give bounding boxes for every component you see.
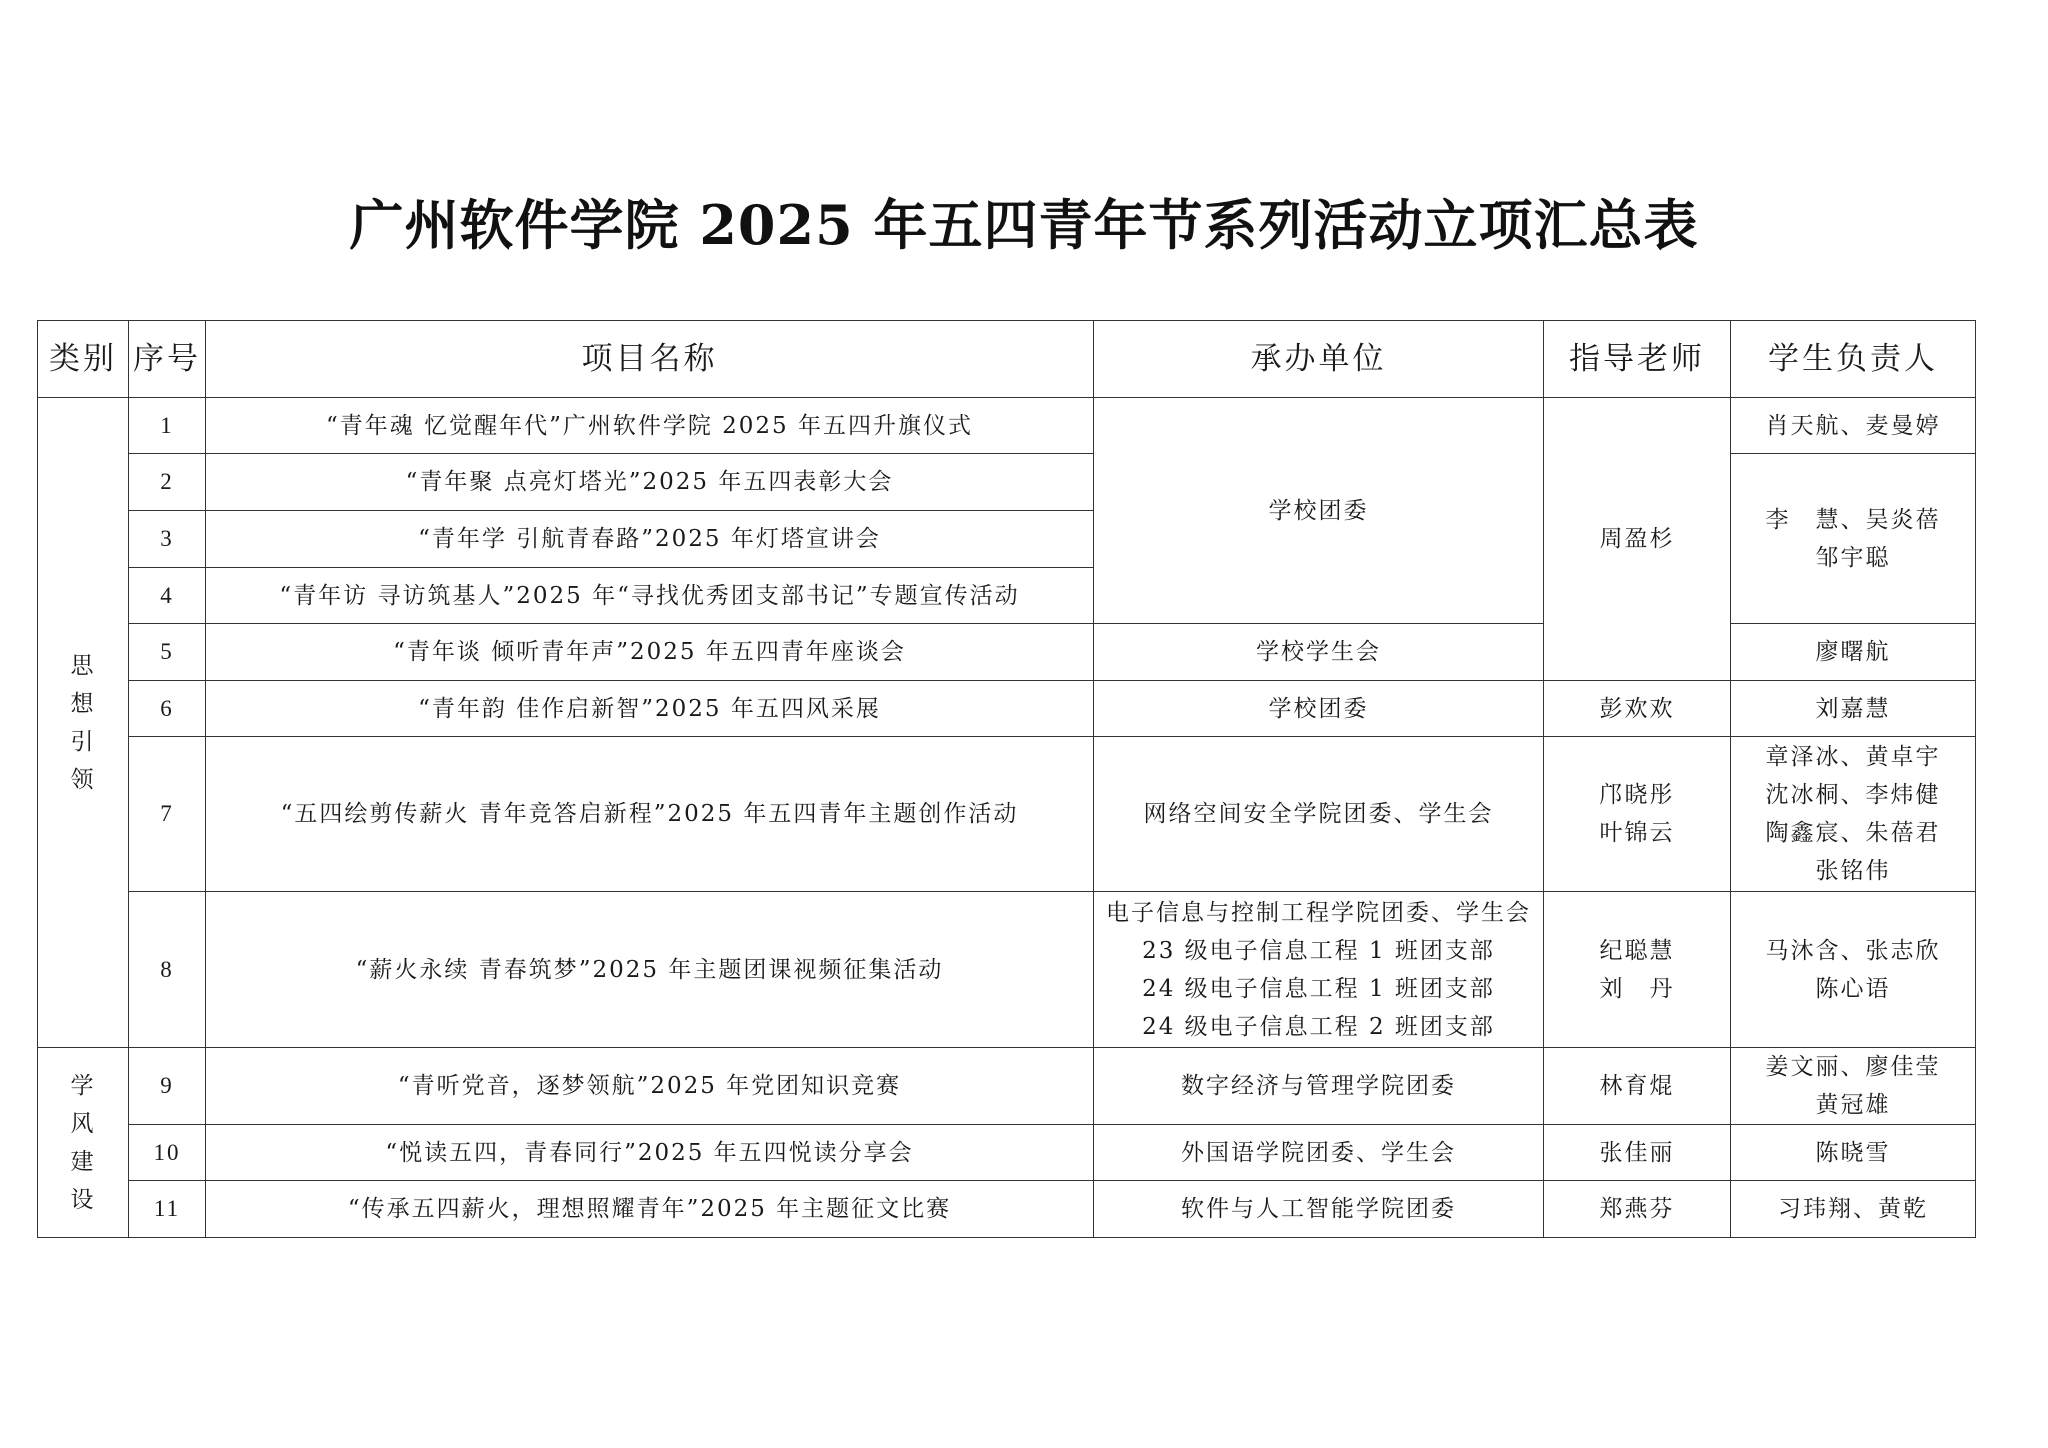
page-title: 广州软件学院 2025 年五四青年节系列活动立项汇总表 (349, 193, 1699, 257)
organizer-line: 电子信息与控制工程学院团委、学生会 (1106, 899, 1531, 926)
advisor-cell-merged: 周盈杉 (1544, 398, 1731, 681)
category-char: 学 (70, 1072, 96, 1099)
student-line: 邹宇聪 (1815, 544, 1891, 571)
project-cell: “青年访 寻访筑基人”2025 年“寻找优秀团支部书记”专题宣传活动 (206, 568, 1094, 624)
seq-cell: 8 (129, 892, 206, 1048)
organizer-cell: 网络空间安全学院团委、学生会 (1094, 737, 1544, 892)
advisor-cell: 张佳丽 (1544, 1125, 1731, 1181)
advisor-line: 纪聪慧 (1599, 937, 1675, 964)
student-cell-merged (1731, 454, 1976, 624)
advisor-cell (1544, 892, 1731, 1048)
student-line: 张铭伟 (1815, 858, 1891, 884)
table-row (38, 1181, 1976, 1238)
header-organizer: 承办单位 (1094, 321, 1544, 398)
student-cell: 肖天航、麦曼婷 (1731, 398, 1976, 454)
student-cell: 习玮翔、黄乾 (1731, 1181, 1976, 1238)
project-cell: “传承五四薪火，理想照耀青年”2025 年主题征文比赛 (206, 1181, 1094, 1238)
organizer-cell: 学校团委 (1094, 681, 1544, 737)
student-line: 马沐含、张志欣 (1765, 937, 1941, 964)
table-row (38, 398, 1976, 454)
organizer-line: 24 级电子信息工程 1 班团支部 (1142, 975, 1495, 1002)
category-cell-ideology (38, 398, 129, 1048)
project-cell: “青年谈 倾听青年声”2025 年五四青年座谈会 (206, 624, 1094, 681)
advisor-cell: 郑燕芬 (1544, 1181, 1731, 1238)
table-row (38, 737, 1976, 892)
table-row (38, 892, 1976, 1048)
student-cell: 廖曙航 (1731, 624, 1976, 681)
header-student: 学生负责人 (1731, 321, 1976, 398)
organizer-cell: 数字经济与管理学院团委 (1094, 1048, 1544, 1125)
organizer-cell: 学校学生会 (1094, 624, 1544, 681)
advisor-line: 邝晓彤 (1599, 782, 1675, 808)
student-line: 陈心语 (1815, 975, 1891, 1002)
project-cell: “五四绘剪传薪火 青年竞答启新程”2025 年五四青年主题创作活动 (206, 737, 1094, 892)
seq-cell: 9 (129, 1048, 206, 1125)
advisor-cell: 彭欢欢 (1544, 681, 1731, 737)
category-char: 领 (70, 766, 96, 793)
table-row (38, 1125, 1976, 1181)
advisor-cell: 林育焜 (1544, 1048, 1731, 1125)
advisor-line: 叶锦云 (1599, 820, 1675, 846)
header-advisor: 指导老师 (1544, 321, 1731, 398)
seq-cell: 2 (129, 454, 206, 511)
category-char: 设 (70, 1186, 96, 1213)
student-cell (1731, 1048, 1976, 1125)
seq-cell: 6 (129, 681, 206, 737)
seq-cell: 10 (129, 1125, 206, 1181)
student-cell: 陈晓雪 (1731, 1125, 1976, 1181)
student-line: 沈冰桐、李炜健 (1765, 782, 1941, 808)
header-project: 项目名称 (206, 321, 1094, 398)
student-cell (1731, 892, 1976, 1048)
table-row (38, 681, 1976, 737)
project-cell: “悦读五四，青春同行”2025 年五四悦读分享会 (206, 1125, 1094, 1181)
table-row (38, 1048, 1976, 1125)
table-header-row (38, 321, 1976, 398)
seq-cell: 11 (129, 1181, 206, 1238)
project-cell: “薪火永续 青春筑梦”2025 年主题团课视频征集活动 (206, 892, 1094, 1048)
student-line: 陶鑫宸、朱蓓君 (1765, 820, 1941, 846)
student-line: 章泽冰、黄卓宇 (1765, 744, 1941, 770)
organizer-line: 24 级电子信息工程 2 班团支部 (1142, 1013, 1495, 1040)
project-cell: “青年学 引航青春路”2025 年灯塔宣讲会 (206, 511, 1094, 568)
student-line: 姜文丽、廖佳莹 (1765, 1054, 1941, 1080)
organizer-cell-merged: 学校团委 (1094, 398, 1544, 624)
project-cell: “青年魂 忆觉醒年代”广州软件学院 2025 年五四升旗仪式 (206, 398, 1094, 454)
organizer-cell (1094, 892, 1544, 1048)
category-char: 想 (70, 690, 96, 717)
advisor-cell (1544, 737, 1731, 892)
activity-summary-table (37, 320, 1976, 1238)
project-cell: “青年聚 点亮灯塔光”2025 年五四表彰大会 (206, 454, 1094, 511)
student-line: 李 慧、吴炎蓓 (1765, 506, 1941, 533)
seq-cell: 1 (129, 398, 206, 454)
student-line: 黄冠雄 (1815, 1092, 1891, 1118)
organizer-line: 23 级电子信息工程 1 班团支部 (1142, 937, 1495, 964)
header-seq: 序号 (129, 321, 206, 398)
category-char: 引 (70, 728, 96, 755)
project-cell: “青听党音，逐梦领航”2025 年党团知识竞赛 (206, 1048, 1094, 1125)
seq-cell: 3 (129, 511, 206, 568)
category-char: 风 (70, 1110, 96, 1137)
seq-cell: 5 (129, 624, 206, 681)
seq-cell: 4 (129, 568, 206, 624)
student-cell: 刘嘉慧 (1731, 681, 1976, 737)
project-cell: “青年韵 佳作启新智”2025 年五四风采展 (206, 681, 1094, 737)
organizer-cell: 软件与人工智能学院团委 (1094, 1181, 1544, 1238)
advisor-line: 刘 丹 (1599, 975, 1675, 1002)
header-category: 类别 (38, 321, 129, 398)
student-cell (1731, 737, 1976, 892)
organizer-cell: 外国语学院团委、学生会 (1094, 1125, 1544, 1181)
seq-cell: 7 (129, 737, 206, 892)
category-char: 思 (70, 652, 96, 679)
category-char: 建 (70, 1148, 96, 1175)
category-cell-study-style (38, 1048, 129, 1238)
